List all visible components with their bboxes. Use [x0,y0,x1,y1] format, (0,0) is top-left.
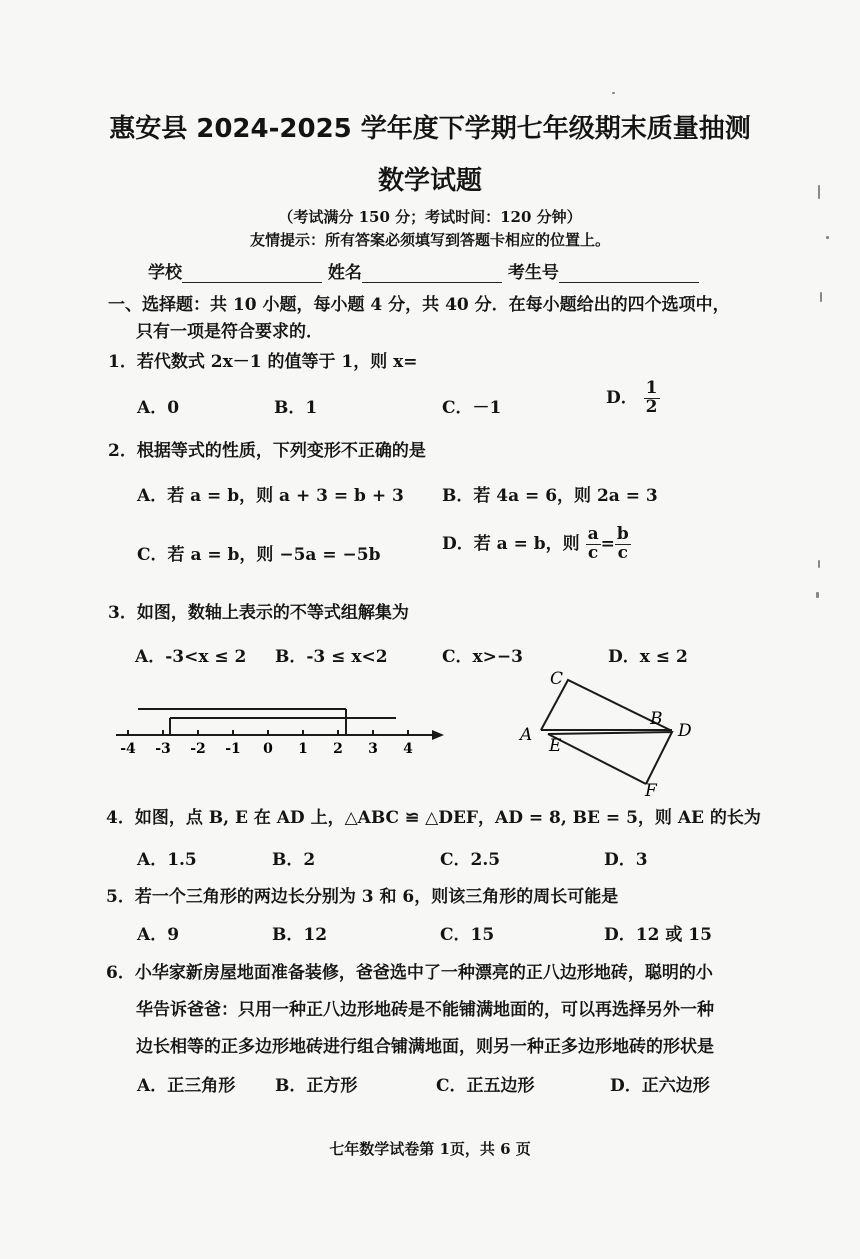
scan-speck [818,560,820,568]
fraction-numerator: a [587,524,599,544]
fraction-b-over-c [615,526,631,563]
question-5-option-c: C．15 [440,925,495,945]
question-1-option-d-label: D． [606,387,638,408]
exam-no-blank [559,282,699,283]
scan-speck [820,292,822,302]
question-2-option-b: B．若 4a = 6，则 2a = 3 [442,486,658,506]
question-1-option-a: A．0 [137,398,180,418]
question-1-option-d [606,380,660,417]
point-label-f: F [645,781,657,800]
tick-label: -3 [155,741,171,757]
fraction-a-over-c [586,526,601,563]
scan-speck [612,92,615,94]
name-blank [362,282,502,283]
exam-no-label: 考生号 [507,263,559,283]
question-6-option-d: D．正六边形 [610,1076,710,1096]
question-3-stem: 3．如图，数轴上表示的不等式组解集为 [108,603,409,623]
scan-speck [818,185,820,199]
axis-arrow-icon [432,730,444,740]
page-footer: 七年数学试卷第 1页，共 6 页 [329,1140,531,1158]
equals-sign: = [600,533,615,554]
question-4-option-a: A．1.5 [137,850,197,870]
question-4-stem: 4．如图，点 B, E 在 AD 上，△ABC ≌ △DEF，AD = 8, BE = 5，则 AE 的长为 [106,808,761,828]
tick-label: 0 [263,741,273,757]
triangle-def [548,732,672,784]
question-5-option-d: D．12 或 15 [604,925,712,945]
question-1-option-b: B．1 [274,398,318,418]
fraction-numerator: 1 [645,378,658,398]
fraction-denominator: 2 [645,396,658,417]
question-5-option-b: B．12 [272,925,328,945]
question-3-option-a: A．-3<x ≤ 2 [135,647,247,667]
point-label-c: C [550,669,564,689]
tick-label: 4 [403,741,413,757]
exam-info: （考试满分 150 分；考试时间：120 分钟） [278,208,582,226]
tick-label: -2 [190,741,206,757]
question-6-option-a: A．正三角形 [137,1076,236,1096]
tick-label: -4 [120,741,136,757]
exam-subtitle: 数学试题 [377,166,482,196]
point-label-d: D [678,721,692,741]
section1-heading: 一、选择题：共 10 小题，每小题 4 分，共 40 分．在每小题给出的四个选项中， [108,295,730,315]
section1-heading-line2: 只有一项是符合要求的． [136,322,323,342]
question-3-option-b: B．-3 ≤ x<2 [275,647,388,667]
question-6-stem-line1: 6．小华家新房屋地面准备装修，爸爸选中了一种漂亮的正八边形地砖，聪明的小 [106,963,713,983]
tick-label: 1 [298,741,308,757]
question-2-option-d [442,526,631,563]
question-4-option-c: C．2.5 [440,850,501,870]
question-4-option-d: D．3 [604,850,648,870]
question-2-option-a: A．若 a = b，则 a + 3 = b + 3 [137,486,404,506]
question-6-stem-line2: 华告诉爸爸：只用一种正八边形地砖是不能铺满地面的，可以再选择另外一种 [136,1000,714,1020]
reminder: 友情提示：所有答案必须填写到答题卡相应的位置上。 [249,231,610,249]
exam-title: 惠安县 2024-2025 学年度下学期七年级期末质量抽测 [109,114,751,144]
number-line-figure [108,698,458,760]
question-4-option-b: B．2 [272,850,316,870]
tick-label: -1 [225,741,241,757]
question-1-option-d-fraction [644,380,660,417]
tick-label: 3 [368,741,378,757]
scan-speck [816,592,819,598]
question-1-option-c: C．－1 [442,398,502,418]
school-blank [182,282,322,283]
school-label: 学校 [148,263,182,283]
tick-label: 2 [333,741,343,757]
congruent-triangles-figure [512,660,712,800]
question-2-stem: 2．根据等式的性质，下列变形不正确的是 [108,441,426,461]
fraction-numerator: b [616,524,629,544]
point-label-a: A [520,725,533,745]
question-2-option-d-label: D．若 a = b，则 [442,533,580,554]
question-1-stem: 1．若代数式 2x－1 的值等于 1，则 x= [108,352,418,372]
question-5-option-a: A．9 [137,925,180,945]
name-label: 姓名 [327,263,362,283]
question-6-option-c: C．正五边形 [436,1076,535,1096]
fraction-denominator: c [587,542,599,563]
student-info-fields [148,258,699,283]
segment-ef [548,734,646,784]
point-label-b: B [650,709,663,729]
question-3-option-d: D．x ≤ 2 [608,647,688,667]
question-5-stem: 5．若一个三角形的两边长分别为 3 和 6，则该三角形的周长可能是 [106,887,619,907]
question-6-option-b: B．正方形 [275,1076,358,1096]
point-label-e: E [549,736,562,756]
fraction-denominator: c [617,542,628,563]
scan-speck [826,236,829,239]
question-6-stem-line3: 边长相等的正多边形地砖进行组合铺满地面，则另一种正多边形地砖的形状是 [136,1037,714,1057]
question-2-option-c: C．若 a = b，则 −5a = −5b [137,545,381,565]
question-3-option-c: C．x>−3 [442,647,523,667]
